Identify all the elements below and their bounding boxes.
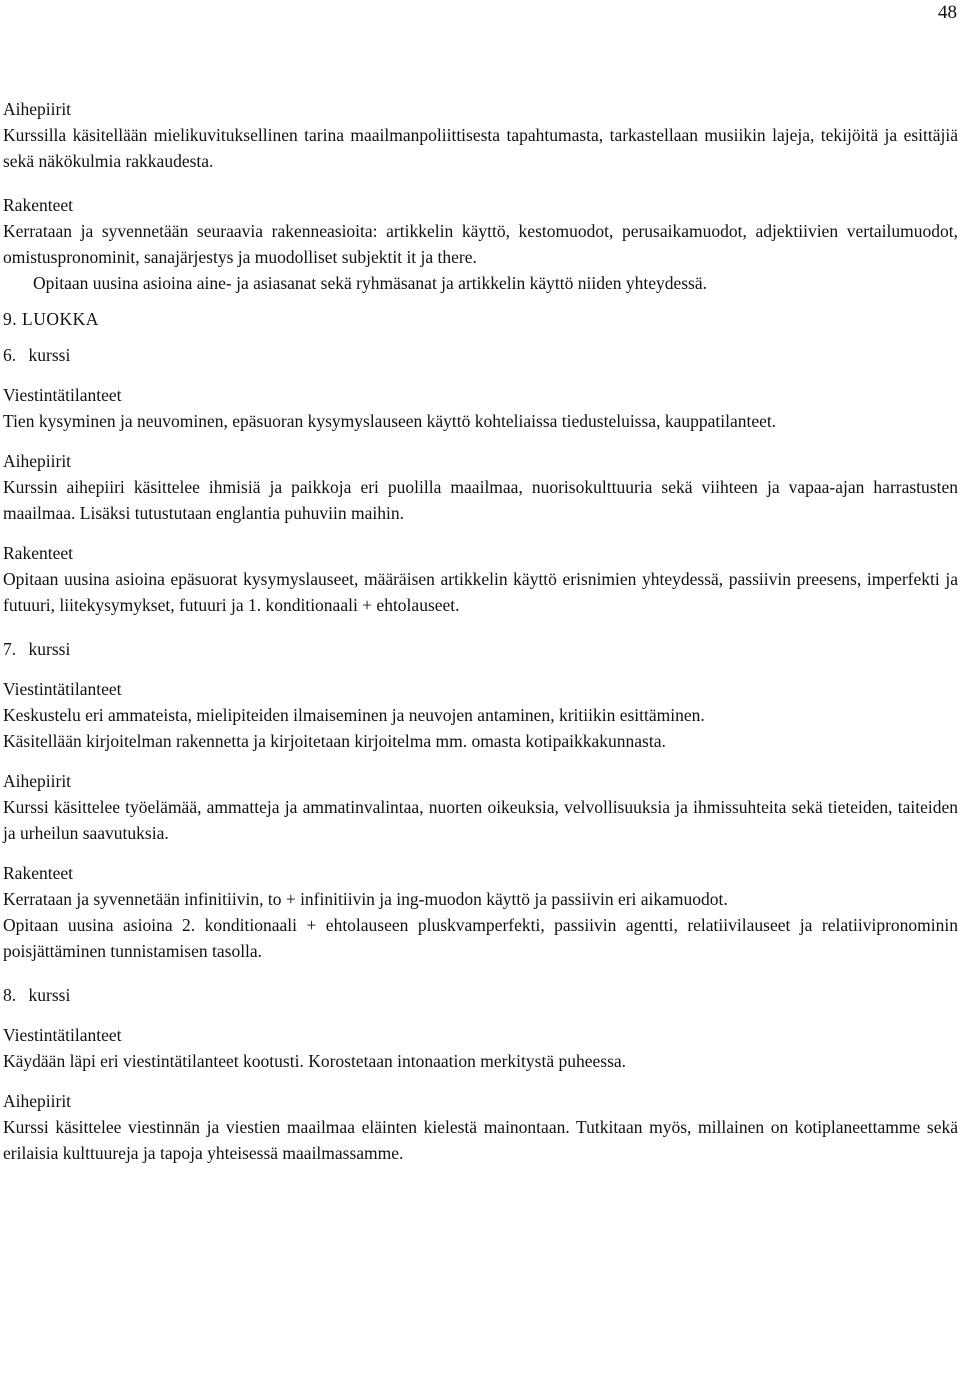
section-text: Käydään läpi eri viestintätilanteet kootusti. Korostetaan intonaation merkitystä puheessa. <box>3 1051 627 1071</box>
section-text: Tien kysyminen ja neuvominen, epäsuoran kysymyslauseen käyttö kohteliaissa tiedusteluissa, kauppatilanteet. <box>3 411 777 431</box>
section-heading: Aihepiirit <box>3 451 72 471</box>
course-title: 6. kurssi <box>3 345 71 365</box>
course-title: 7. kurssi <box>3 639 71 659</box>
section-heading: Aihepiirit <box>3 1091 72 1111</box>
section-text: Keskustelu eri ammateista, mielipiteiden ilmaiseminen ja neuvojen antaminen, kritiikin esittäminen. <box>3 705 705 725</box>
section-text: Kerrataan ja syvennetään seuraavia rakenneasioita: artikkelin käyttö, kestomuodot, perusaikamuodot, adjektiivien vertailumuodot, omistuspronominit, sanajärjestys ja muodolliset subjektit it ja there. <box>3 221 958 267</box>
section-text-extra: Käsitellään kirjoitelman rakennetta ja kirjoitetaan kirjoitelma mm. omasta kotipaikkakunnasta. <box>3 731 666 751</box>
section-heading: Viestintätilanteet <box>3 679 122 699</box>
section-heading: Rakenteet <box>3 195 73 215</box>
structures-section <box>3 192 958 296</box>
course-6 <box>3 342 958 618</box>
section-heading: Viestintätilanteet <box>3 385 122 405</box>
section-text: Kurssilla käsitellään mielikuvituksellinen tarina maailmanpoliittisesta tapahtumasta, tarkastellaan musiikin lajeja, tekijöitä ja esittäjiä sekä näkökulmia rakkaudesta. <box>3 125 958 171</box>
page-number: 48 <box>938 2 957 23</box>
section-text: Kurssi käsittelee viestinnän ja viestien maailmaa eläinten kielestä mainontaan. Tutkitaan myös, millainen on kotiplaneettamme sekä erilaisia kulttuureja ja tapoja yhteisessä maailmassamme. <box>3 1117 958 1163</box>
course-8 <box>3 982 958 1166</box>
section-heading: Rakenteet <box>3 543 73 563</box>
section-text-extra: Opitaan uusina asioina 2. konditionaali + ehtolauseen pluskvamperfekti, passiivin agentti, relatiivilauseet ja relatiivipronominin poisjättäminen tunnistamisen tasolla. <box>3 915 958 961</box>
section-heading: Aihepiirit <box>3 99 72 119</box>
section-text: Kurssi käsittelee työelämää, ammatteja ja ammatinvalintaa, nuorten oikeuksia, velvollisuuksia ja ihmissuhteita sekä tieteiden, taiteiden ja urheilun saavutuksia. <box>3 797 958 843</box>
document-body <box>3 96 958 1166</box>
section-text: Kerrataan ja syvennetään infinitiivin, to + infinitiivin ja ing-muodon käyttö ja passiivin eri aikamuodot. <box>3 889 728 909</box>
section-text: Kurssin aihepiiri käsittelee ihmisiä ja paikkoja eri puolilla maailmaa, nuorisokulttuuria sekä viihteen ja vapaa-ajan harrastusten maailmaa. Lisäksi tutustutaan englantia puhuviin maihin. <box>3 477 958 523</box>
section-heading: Viestintätilanteet <box>3 1025 122 1045</box>
grade-title: 9. LUOKKA <box>3 309 99 329</box>
section-text-extra: Opitaan uusina asioina aine- ja asiasanat sekä ryhmäsanat ja artikkelin käyttö niiden yhteydessä. <box>33 273 708 293</box>
topics-section <box>3 96 958 174</box>
section-heading: Aihepiirit <box>3 771 72 791</box>
section-heading: Rakenteet <box>3 863 73 883</box>
course-title: 8. kurssi <box>3 985 71 1005</box>
course-7 <box>3 636 958 964</box>
section-text: Opitaan uusina asioina epäsuorat kysymyslauseet, määräisen artikkelin käyttö erisnimien yhteydessä, passiivin preesens, imperfekti ja futuuri, liitekysymykset, futuuri ja 1. konditionaali + ehtolauseet. <box>3 569 958 615</box>
